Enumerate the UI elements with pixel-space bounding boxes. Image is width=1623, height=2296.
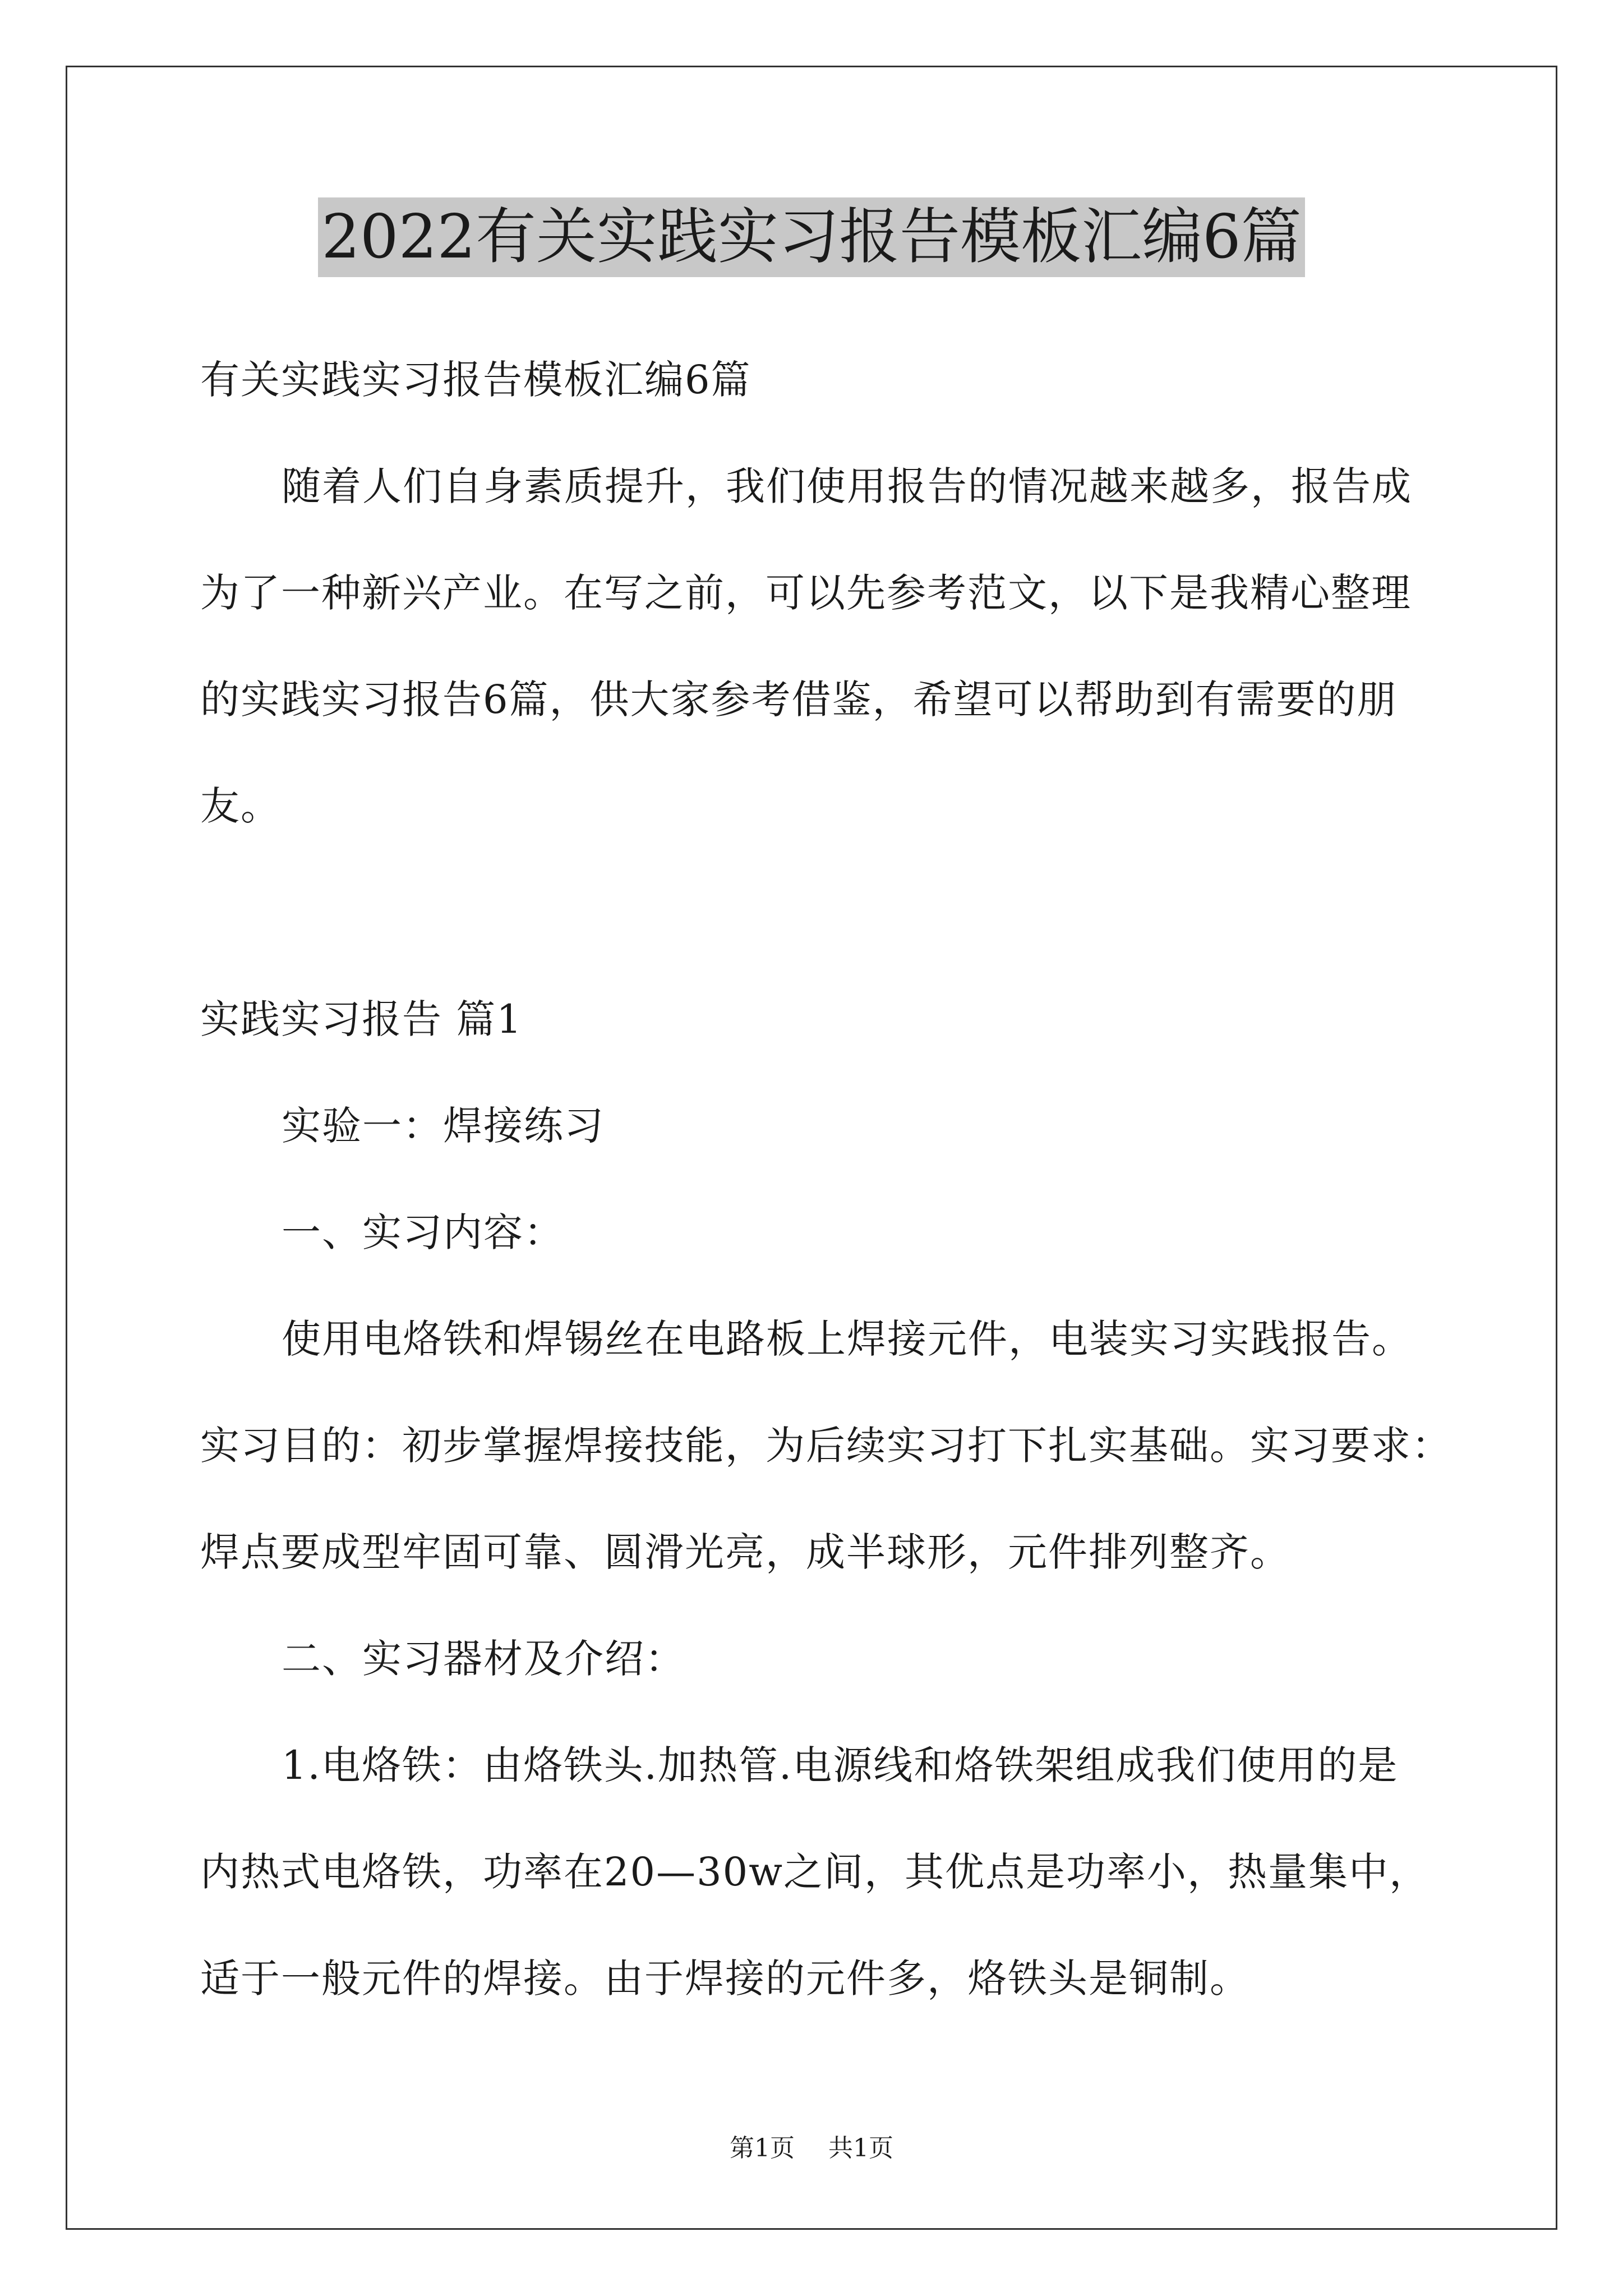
content-line-3: 焊点要成型牢固可靠、圆滑光亮，成半球形，元件排列整齐。 <box>200 1529 1290 1575</box>
section-heading: 实践实习报告 篇1 <box>200 996 523 1042</box>
equipment-line-1: 1.电烙铁：由烙铁头.加热管.电源线和烙铁架组成我们使用的是 <box>282 1742 1399 1788</box>
experiment-title: 实验一：焊接练习 <box>282 1103 605 1149</box>
intro-line-3: 的实践实习报告6篇，供大家参考借鉴，希望可以帮助到有需要的朋 <box>200 677 1398 723</box>
page-number: 第1页 <box>730 2134 795 2162</box>
intro-line-2: 为了一种新兴产业。在写之前，可以先参考范文，以下是我精心整理 <box>200 570 1412 616</box>
intro-line-1: 随着人们自身素质提升，我们使用报告的情况越来越多，报告成 <box>282 463 1412 509</box>
content-heading: 一、实习内容： <box>282 1209 564 1255</box>
equipment-line-2: 内热式电烙铁，功率在20—30w之间，其优点是功率小，热量集中， <box>200 1849 1430 1895</box>
equipment-line-3: 适于一般元件的焊接。由于焊接的元件多，烙铁头是铜制。 <box>200 1955 1250 2001</box>
document-title: 2022有关实践实习报告模板汇编6篇 <box>318 197 1305 277</box>
title-container <box>0 197 1623 277</box>
intro-line-4: 友。 <box>200 783 281 829</box>
page-total: 共1页 <box>828 2134 893 2162</box>
equipment-heading: 二、实习器材及介绍： <box>282 1636 685 1682</box>
content-line-1: 使用电烙铁和焊锡丝在电路板上焊接元件，电装实习实践报告。 <box>282 1316 1412 1362</box>
content-line-2: 实习目的：初步掌握焊接技能，为后续实习打下扎实基础。实习要求： <box>200 1423 1452 1469</box>
document-subtitle: 有关实践实习报告模板汇编6篇 <box>200 357 751 403</box>
page-footer <box>0 2132 1623 2165</box>
